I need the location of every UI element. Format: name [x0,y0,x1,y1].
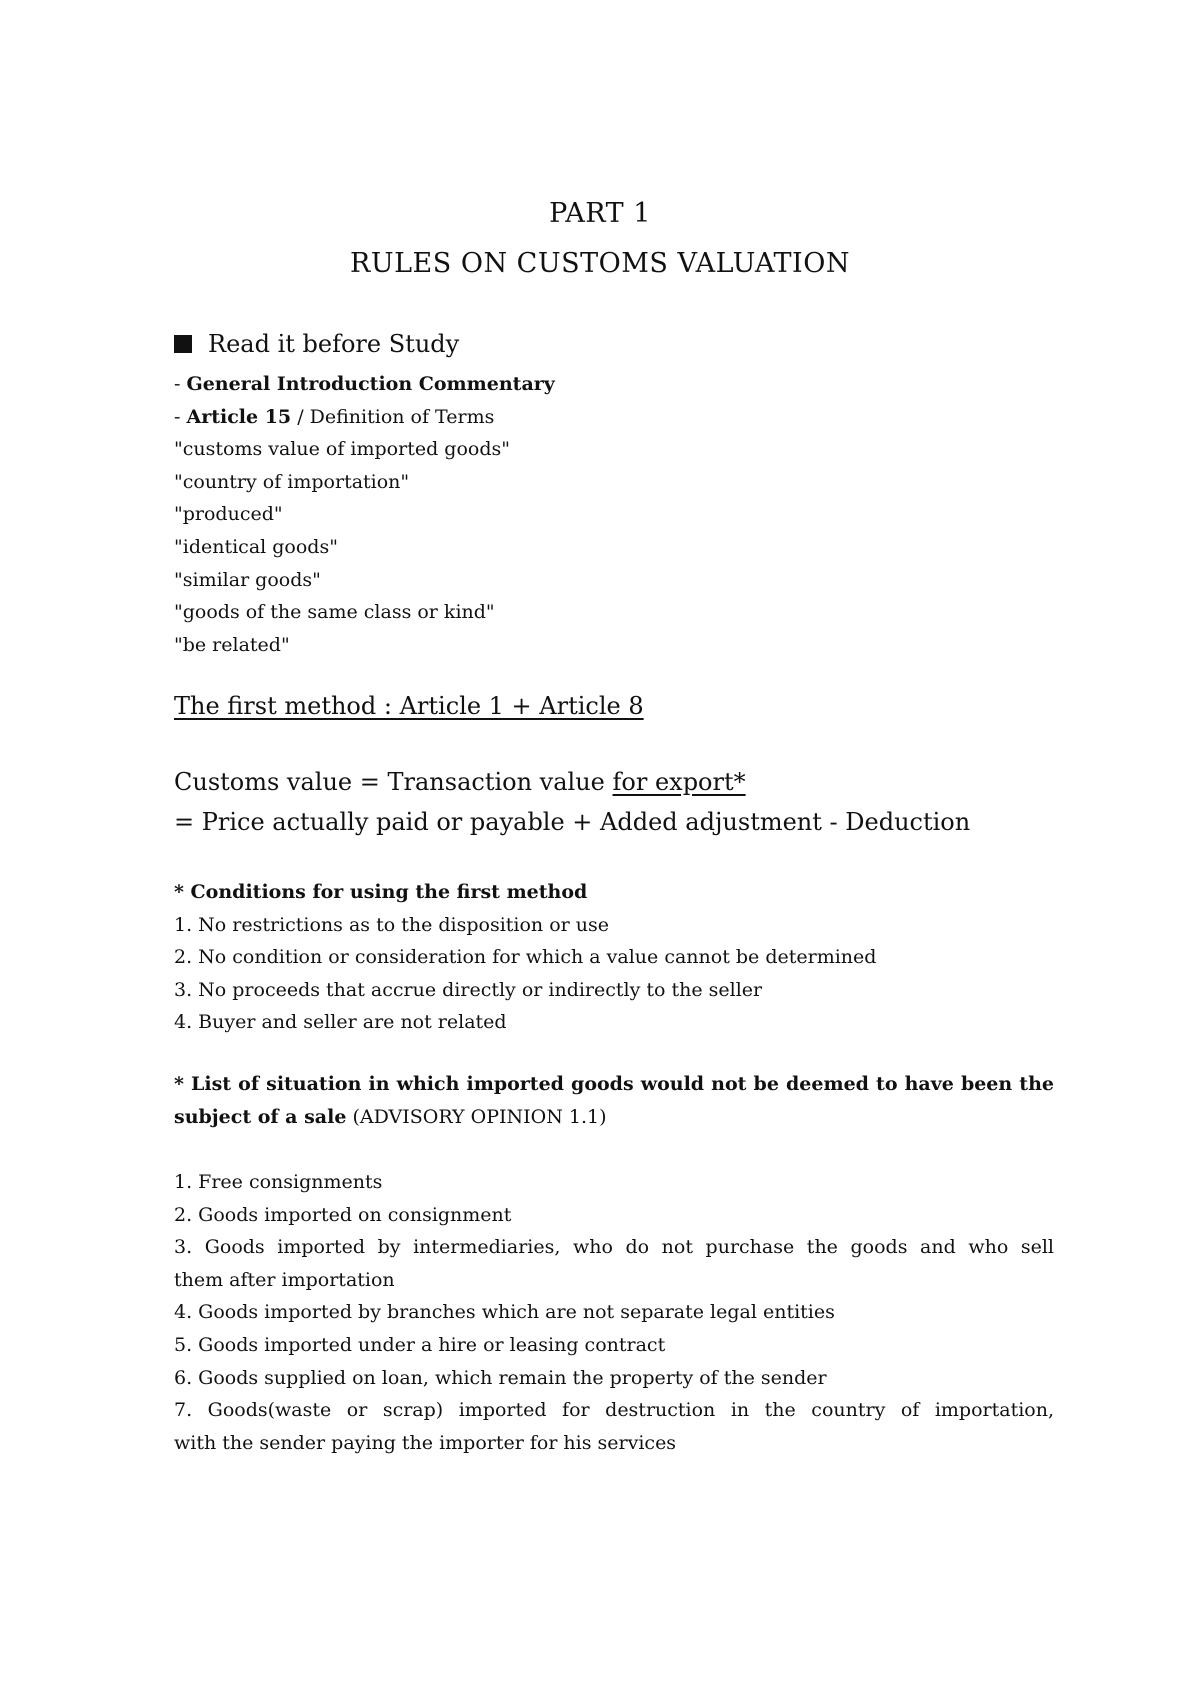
term-item: "produced" [174,503,283,526]
term-item: "be related" [174,633,290,656]
formula-line-1 [174,762,1054,802]
condition-item: 1. No restrictions as to the disposition or use [174,913,609,936]
term-item: "goods of the same class or kind" [174,601,495,624]
term-item: "country of importation" [174,470,410,493]
black-square-icon [174,335,192,353]
condition-item: 2. No condition or consideration for which a value cannot be determined [174,946,877,969]
situation-item: 3. Goods imported by intermediaries, who do not purchase the goods and who sell [174,1236,1054,1259]
situation-item-continued: them after importation [174,1268,395,1291]
situations-heading [174,1068,1054,1134]
term-item: "similar goods" [174,568,321,591]
read-section-list [174,368,1054,661]
situations-list [174,1166,1054,1459]
formula-text: Customs value = Transaction value [174,768,613,796]
term-item: "customs value of imported goods" [174,438,510,461]
advisory-opinion-ref: (ADVISORY OPINION 1.1) [346,1106,607,1128]
part-title: PART 1 [549,198,651,229]
item-text: / Definition of Terms [291,405,495,428]
item-bold-text: General Introduction Commentary [186,373,555,395]
read-before-study-heading [174,330,1054,358]
read-heading-text: Read it before Study [208,330,460,358]
situations-heading-line-1: * List of situation in which imported goods would not be deemed to have been the [174,1073,1054,1095]
list-item [174,368,1054,401]
situations-heading-bold: subject of a sale [174,1106,347,1128]
situation-item: 2. Goods imported on consignment [174,1203,512,1226]
item-prefix: - [174,405,187,428]
first-method-heading: The first method : Article 1 + Article 8 [174,692,644,720]
situations-heading-line-2 [174,1101,1054,1134]
customs-value-formula [174,762,1054,842]
condition-item: 4. Buyer and seller are not related [174,1011,507,1034]
conditions-heading: * Conditions for using the first method [174,881,588,903]
situation-item: 5. Goods imported under a hire or leasing contract [174,1333,666,1356]
item-prefix: - [174,373,187,395]
document-title: RULES ON CUSTOMS VALUATION [350,248,850,279]
situation-item: 1. Free consignments [174,1171,383,1193]
situation-item: 7. Goods(waste or scrap) imported for destruction in the country of importation, [174,1399,1054,1422]
item-bold-text: Article 15 [186,405,292,428]
term-item: "identical goods" [174,535,338,558]
condition-item: 3. No proceeds that accrue directly or indirectly to the seller [174,978,763,1001]
formula-line-2: = Price actually paid or payable + Added adjustment - Deduction [174,808,971,836]
formula-underlined-text: for export* [612,768,746,796]
conditions-section [174,876,1054,1039]
situation-item-continued: with the sender paying the importer for his services [174,1431,677,1454]
situation-item: 6. Goods supplied on loan, which remain the property of the sender [174,1366,827,1389]
situation-item: 4. Goods imported by branches which are not separate legal entities [174,1301,835,1324]
list-item [174,401,1054,434]
